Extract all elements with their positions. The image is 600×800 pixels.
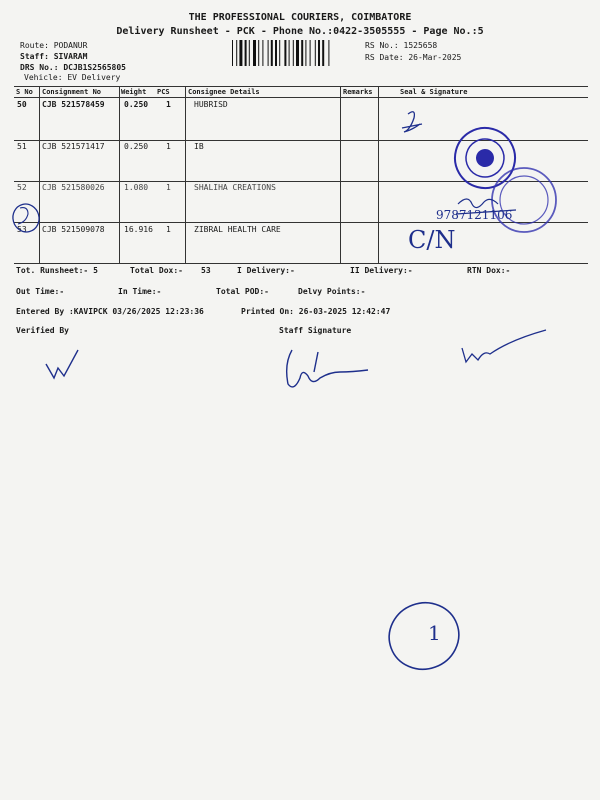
i-delivery: I Delivery:- <box>237 266 295 275</box>
table-row-pcs: 1 <box>166 225 171 234</box>
table-row-consignment: CJB 521509078 <box>42 225 105 234</box>
table-row-sno: 50 <box>17 100 27 109</box>
vehicle: Vehicle: EV Delivery <box>24 73 121 82</box>
table-row-weight: 1.080 <box>124 183 149 192</box>
printed-on: Printed On: 26-03-2025 12:42:47 <box>241 307 391 316</box>
table-row-consignment: CJB 521571417 <box>42 142 105 151</box>
bank-stamp <box>444 117 526 199</box>
tot-runsheet: Tot. Runsheet:- 5 <box>16 266 98 275</box>
table-row-pcs: 1 <box>166 142 171 151</box>
total-dox-value: 53 <box>201 266 211 275</box>
total-pod: Total POD:- <box>216 287 269 296</box>
rtn-dox: RTN Dox:- <box>467 266 511 275</box>
table-row-pcs: 1 <box>166 100 171 109</box>
table-row-sno: 52 <box>17 183 27 192</box>
out-time: Out Time:- <box>16 287 65 296</box>
in-time: In Time:- <box>118 287 162 296</box>
staff: Staff: SIVARAM <box>20 52 88 61</box>
row52-note: 9787121106 <box>436 208 513 222</box>
total-dox-label: Total Dox:- <box>130 266 183 275</box>
table-row-consignee: HUBRISD <box>194 100 228 109</box>
table-row-sno: 51 <box>17 142 27 151</box>
table-row-consignment: CJB 521578459 <box>42 100 105 109</box>
route: Route: PODANUR <box>20 41 88 50</box>
drs-no: DRS No.: DCJB1S2565805 <box>20 63 126 72</box>
col-pcs: PCS <box>157 88 170 96</box>
col-sno: S No <box>16 88 33 96</box>
table-row-consignment: CJB 521580026 <box>42 183 105 192</box>
table-row-consignee: IB <box>194 142 204 151</box>
runsheet-subtitle: Delivery Runsheet - PCK - Phone No.:0422-3505555 - Page No.:5 <box>116 26 484 37</box>
page-mark-circle <box>380 593 468 679</box>
right-signature <box>462 330 546 362</box>
staff-signature-label: Staff Signature <box>279 326 352 335</box>
staff-signature <box>287 350 368 387</box>
verified-signature <box>46 350 78 378</box>
page-mark: 1 <box>428 621 441 645</box>
col-remarks: Remarks <box>343 88 373 96</box>
rs-no: RS No.: 1525658 <box>365 41 438 50</box>
verified-by: Verified By <box>16 326 69 335</box>
ii-delivery: II Delivery:- <box>350 266 413 275</box>
table-row-consignee: SHALIHA CREATIONS <box>194 183 276 192</box>
col-consignment: Consignment No <box>42 88 102 96</box>
table-row-weight: 16.916 <box>124 225 153 234</box>
table-row-consignee: ZIBRAL HEALTH CARE <box>194 225 281 234</box>
table-row-weight: 0.250 <box>124 100 149 109</box>
table-row-weight: 0.250 <box>124 142 149 151</box>
delvy-points: Delvy Points:- <box>298 287 366 296</box>
round-stamp <box>492 168 556 232</box>
table-row-sno: 53 <box>17 225 27 234</box>
col-consignee: Consignee Details <box>188 88 260 96</box>
col-weight: Weight <box>121 88 147 96</box>
entered-by: Entered By :KAVIPCK 03/26/2025 12:23:36 <box>16 307 204 316</box>
table-row-pcs: 1 <box>166 183 171 192</box>
row50-signature <box>402 112 422 132</box>
rs-date: RS Date: 26-Mar-2025 <box>365 53 462 62</box>
row53-remark: C/N <box>408 226 456 254</box>
company-title: THE PROFESSIONAL COURIERS, COIMBATORE <box>188 12 412 23</box>
col-seal: Seal & Signature <box>400 88 468 96</box>
